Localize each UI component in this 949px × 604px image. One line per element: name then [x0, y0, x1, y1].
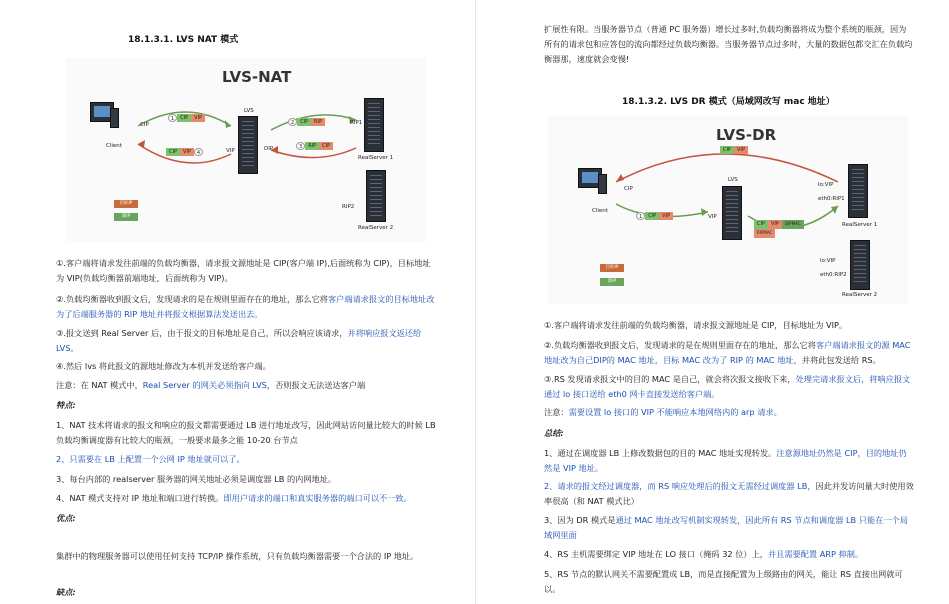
realserver1-icon	[364, 98, 384, 152]
summary-5: 5、RS 节点的默认网关不需要配置成 LB，而是直接配置为上级路由的网关，能让 RS 直接出网就可以。	[544, 569, 903, 594]
realserver2-label: RealServer 2	[358, 225, 394, 231]
nat-step-3: ③.报文送到 Real Server 后，由于报文的目标地址是自己，所以会响应该请求，并将响应报文返还给 LVS。	[56, 328, 422, 353]
right-page	[475, 0, 949, 604]
lvs-server-icon	[238, 116, 258, 174]
summary-3: 3、因为 DR 模式是通过 MAC 地址改写机制实现转发，因此所有 RS 节点和调度器 LB 只能在一个局域网里面	[544, 515, 908, 540]
vip-label: VIP	[708, 214, 717, 220]
vip-label: VIP	[226, 148, 235, 154]
packet-1: 1 CIP VIP	[636, 212, 673, 220]
realserver2-icon	[366, 170, 386, 222]
dip-label: DIP	[264, 146, 274, 152]
lvs-nat-diagram	[66, 58, 426, 243]
lvs-server-icon	[722, 186, 742, 240]
summary-1: 1、通过在调度器 LB 上修改数据包的目的 MAC 地址实现转发。注意源地址仍然是 CIP，目的地址仍然是 VIP 地址。	[544, 448, 907, 473]
eth0-rip2-label: eth0:RIP2	[820, 272, 847, 278]
packet-return: CIP VIP	[720, 146, 748, 154]
packet-2: CIP VIP DIPMAC RIPMAC	[754, 220, 818, 238]
section-heading-nat: 18.1.3.1. LVS NAT 模式	[128, 35, 239, 45]
rip1-label: RIP1	[350, 120, 363, 126]
nat-step-1: ①.客户端将请求发往前端的负载均衡器，请求报文源地址是 CIP(客户端 IP),后面统称为 CIP)，目标地址为 VIP(负载均衡器前端地址，后面统称为 VIP)。	[56, 258, 431, 283]
legend-source-ip: 源IP	[114, 213, 138, 221]
client-label: Client	[106, 143, 122, 149]
nat-disadvantage-text: 扩展性有限。当服务器节点（普通 PC 服务器）增长过多时,负载均衡器将成为整个系统的瓶颈，因为所有的请求包和应答包的流向都经过负载均衡器。当服务器节点过多时，大量的数据包都交汇在负载均衡器那，速度就会变慢!	[544, 24, 913, 64]
features-title: 特点:	[56, 400, 76, 410]
dr-step-3: ③.RS 发现请求报文中的目的 MAC 是自己，就会将次报文接收下来，处理完请求报文后，将响应报文通过 lo 接口送给 eth0 网卡直接发送给客户端。	[544, 374, 911, 399]
lvs-label: LVS	[728, 177, 738, 183]
advantages-text: 集群中的物理服务器可以使用任何支持 TCP/IP 操作系统，只有负载均衡器需要一个合法的 IP 地址。	[56, 551, 419, 561]
cip-label: CIP	[624, 186, 633, 192]
section-heading-dr: 18.1.3.2. LVS DR 模式（局域网改写 mac 地址）	[622, 97, 835, 107]
feature-4: 4、NAT 模式支持对 IP 地址和端口进行转换。即用户请求的端口和真实服务器的端口可以不一致。	[56, 493, 412, 503]
feature-2: 2、只需要在 LB 上配置一个公网 IP 地址就可以了。	[56, 454, 245, 464]
disadvantages-title: 缺点:	[56, 587, 76, 597]
realserver2-icon	[850, 240, 870, 290]
packet-3: 3 RIP CIP	[296, 142, 333, 150]
realserver1-icon	[848, 164, 868, 218]
diagram-title: LVS-DR	[716, 126, 777, 144]
legend-target-ip: 目标IP	[114, 200, 138, 208]
eth0-rip1-label: eth0:RIP1	[818, 196, 845, 202]
summary-title: 总结:	[544, 428, 564, 438]
realserver2-label: RealServer 2	[842, 292, 878, 298]
dr-step-2: ②.负载均衡器收到报文后，发现请求的是在规则里面存在的地址，那么它将客户端请求报文的源 MAC 地址改为自己DIP的 MAC 地址，目标 MAC 改为了 RIP 的 MAC 地址，并将此包发送给 RS。	[544, 340, 911, 365]
realserver1-label: RealServer 1	[358, 155, 394, 161]
summary-4: 4、RS 主机需要绑定 VIP 地址在 LO 接口（掩码 32 位）上，并且需要配置 ARP 抑制。	[544, 549, 864, 559]
diagram-title: LVS-NAT	[222, 68, 292, 86]
lo-vip1-label: lo:VIP	[818, 182, 834, 188]
rip2-label: RIP2	[342, 204, 355, 210]
legend-source-ip: 源IP	[600, 278, 624, 286]
feature-3: 3、每台内部的 realserver 服务器的网关地址必须是调度器 LB 的内网地址。	[56, 474, 337, 484]
legend-target-ip: 目标IP	[600, 264, 624, 272]
lvs-label: LVS	[244, 108, 254, 114]
client-label: Client	[592, 208, 608, 214]
left-page	[0, 0, 474, 604]
realserver1-label: RealServer 1	[842, 222, 878, 228]
summary-2: 2、请求的报文经过调度器，而 RS 响应处理后的报文无需经过调度器 LB，因此并发访问量大时使用效率很高（和 NAT 模式比）	[544, 481, 914, 506]
dr-note: 注意：需要设置 lo 接口的 VIP 不能响应本地网络内的 arp 请求。	[544, 407, 782, 417]
advantages-title: 优点:	[56, 513, 76, 523]
lvs-dr-diagram	[548, 116, 908, 304]
cip-label: CIP	[140, 122, 149, 128]
lo-vip2-label: lo:VIP	[820, 258, 836, 264]
nat-step-4: ④.然后 lvs 将此报文的源地址修改为本机并发送给客户端。	[56, 361, 271, 371]
packet-4: CIP VIP 4	[166, 148, 203, 156]
feature-1: 1、NAT 技术将请求的报文和响应的报文都需要通过 LB 进行地址改写，因此网站访问量比较大的时候 LB 负载均衡调度器有比较大的瓶颈，一般要求最多之能 10-20 台节点	[56, 420, 436, 445]
packet-2: 2 CIP RIP	[288, 118, 325, 126]
nat-note: 注意：在 NAT 模式中，Real Server 的网关必须指向 LVS，否则报文无法送达客户端	[56, 380, 366, 390]
packet-1: 1 CIP VIP	[168, 114, 205, 122]
dr-step-1: ①.客户端将请求发往前端的负载均衡器，请求报文源地址是 CIP，目标地址为 VIP。	[544, 320, 848, 330]
nat-step-2: ②.负载均衡器收到报文后，发现请求的是在规则里面存在的地址，那么它将客户端请求报文的目标地址改为了后端服务器的 RIP 地址并将报文根据算法发送出去。	[56, 294, 435, 319]
